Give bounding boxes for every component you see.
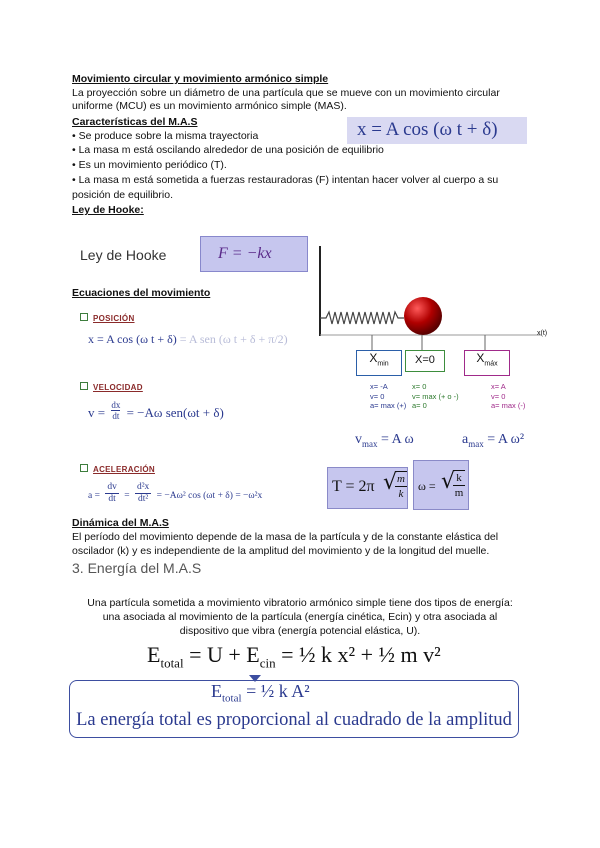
col-min-line: v= 0 xyxy=(370,391,385,401)
velocidad-lhs: v = xyxy=(88,405,106,421)
col-max-line: a= max (-) xyxy=(491,401,526,410)
caracteristica-item: • Se produce sobre la misma trayectoria xyxy=(72,130,259,142)
velocidad-heading xyxy=(80,377,143,395)
fraction-denominator: dt xyxy=(108,494,116,504)
velocidad-label: VELOCIDAD xyxy=(93,383,143,392)
posicion-label: POSICIÓN xyxy=(93,314,135,323)
dinamica-title: Dinámica del M.A.S xyxy=(72,517,169,529)
energia-p2: una asociada al movimiento de la partícula (energía cinética, Ecin) y otra asociada al xyxy=(102,611,498,623)
spring xyxy=(320,312,404,324)
ecuaciones-title: Ecuaciones del movimiento xyxy=(72,287,211,299)
box-main: X=0 xyxy=(415,354,435,366)
caracteristicas-title: Características del M.A.S xyxy=(72,116,198,128)
box-main: X xyxy=(476,351,485,365)
box-main: X xyxy=(369,351,378,365)
energia-p3: dispositivo que vibra (energía potencial elástica, U). xyxy=(179,625,421,637)
col-max-line: v= 0 xyxy=(491,391,506,401)
posicion-formula: x = A cos (ω t + δ) xyxy=(88,332,177,346)
aceleracion-fraction-1 xyxy=(105,482,119,505)
intro-line-2: uniforme (MCU) es un movimiento armónico simple (MAS). xyxy=(72,100,347,112)
energy-statement: La energía total es proporcional al cuadrado de la amplitud xyxy=(76,710,512,730)
fraction-numerator: k xyxy=(453,471,465,486)
omega-lhs: ω = xyxy=(418,479,436,493)
velocidad-formula xyxy=(88,400,224,421)
aceleracion-fraction-2 xyxy=(135,482,151,505)
caracteristica-item: • Es un movimiento periódico (T). xyxy=(72,159,227,171)
fraction-denominator: k xyxy=(398,488,404,500)
col-zero-line: x= 0 xyxy=(412,382,427,391)
mass-ball xyxy=(404,297,442,335)
caracteristica-item: • La masa m está sometida a fuerzas restauradoras (F) intentan hacer volver al cuerpo a su xyxy=(72,174,499,186)
velocidad-fraction xyxy=(111,400,120,421)
box-x0 xyxy=(405,350,445,372)
checkbox-icon xyxy=(80,464,88,472)
amax-sub: max xyxy=(468,438,484,449)
box-xmin xyxy=(356,350,402,376)
box-sub: min xyxy=(377,360,389,368)
amax-formula: $a_{max} = A$ ω² xyxy=(462,432,525,449)
col-max xyxy=(491,382,525,411)
cin-sub: cin xyxy=(259,655,276,671)
col-zero-line: a= 0 xyxy=(412,401,427,410)
checkbox-icon xyxy=(80,382,88,390)
energia-title: 3. Energía del M.A.S xyxy=(72,560,202,576)
mas-formula-box xyxy=(347,117,527,144)
period-fraction xyxy=(395,471,407,501)
fraction-denominator: dt xyxy=(112,411,120,421)
col-zero-line: v= max (+ o -) xyxy=(412,391,459,401)
intro-line-1: La proyección sobre un diámetro de una partícula que se mueve con un movimiento circular xyxy=(72,87,500,99)
caracteristica-item: • La masa m está oscilando alrededor de una posición de equilibrio xyxy=(72,144,384,156)
formula-tail: = ½ k x² + ½ m v² xyxy=(281,642,441,667)
hooke-formula: F = −kx xyxy=(218,245,272,262)
vmax-sub: max xyxy=(362,438,378,449)
period-lhs: T = 2π xyxy=(332,478,375,495)
posicion-heading xyxy=(80,308,135,326)
fraction-numerator: m xyxy=(395,472,407,487)
energia-p1: Una partícula sometida a movimiento vibratorio armónico simple tiene dos tipos de energía: xyxy=(87,597,513,609)
total-sub: total xyxy=(160,655,184,671)
sqrt-icon: √ xyxy=(383,470,398,495)
vmax-rhs: = A ω xyxy=(381,432,414,447)
col-min-line: a= max (+) xyxy=(370,401,407,410)
hooke-title: Ley de Hooke: xyxy=(72,204,144,216)
posicion-formula-row xyxy=(88,332,288,347)
etotal-rhs: = ½ k A² xyxy=(246,681,310,701)
period-formula-box xyxy=(327,467,408,509)
fraction-denominator: m xyxy=(454,487,464,499)
hooke-formula-box xyxy=(200,236,308,272)
fraction-denominator: dt² xyxy=(137,494,149,504)
aceleracion-formula: a = $\frac{dv}{dt}$ = $\frac{\text{d²x}}{\text{dt²}}$ = −Aω² cos (ωt + δ) = −ω²x xyxy=(88,482,263,504)
velocidad-rhs: = −Aω sen(ωt + δ) xyxy=(126,405,224,421)
aceleracion-heading xyxy=(80,459,155,477)
omega-formula-box xyxy=(413,460,469,510)
etotal-formula: $E_{total}$ = ½ k A² xyxy=(211,681,310,705)
dinamica-line-2: oscilador (k) y es independiente de la amplitud del movimiento y de la longitud del muelle. xyxy=(72,545,490,557)
box-sub: máx xyxy=(484,360,498,368)
col-min xyxy=(370,382,406,411)
fraction-numerator: dv xyxy=(107,482,117,492)
axis-label: x(t) xyxy=(537,330,548,337)
col-max-line: x= A xyxy=(491,382,506,391)
sqrt-icon: √ xyxy=(441,469,456,494)
formula-mid: = U + E xyxy=(189,642,260,667)
mas-formula: x = A cos (ω t + δ) xyxy=(357,119,498,140)
etotal-sub: total xyxy=(222,692,242,705)
amax-rhs: = A ω² xyxy=(487,432,525,447)
energy-total-formula: $E_{total} = U + E_{cin}$ = ½ k x² + ½ m v² xyxy=(147,642,441,671)
caracteristica-item: posición de equilibrio. xyxy=(72,189,173,201)
aceleracion-lhs: a = xyxy=(88,490,100,501)
posicion-formula-faded: = A sen (ω t + δ + π/2) xyxy=(176,332,288,346)
fraction-numerator: dx xyxy=(111,400,121,410)
aceleracion-rhs: = −Aω² cos (ωt + δ) = −ω²x xyxy=(156,490,263,501)
checkbox-icon xyxy=(80,313,88,321)
col-zero xyxy=(412,382,459,411)
fraction-numerator: d²x xyxy=(136,482,150,492)
box-xmax xyxy=(464,350,510,376)
col-min-line: x= -A xyxy=(370,382,388,391)
dinamica-line-1: El período del movimiento depende de la masa de la partícula y de la constante elástica del xyxy=(72,531,499,543)
aceleracion-label: ACELERACIÓN xyxy=(93,465,155,474)
omega-fraction xyxy=(453,470,465,500)
intro-title: Movimiento circular y movimiento armónico simple xyxy=(72,73,329,85)
vmax-formula: $v_{max} = A$ ω xyxy=(355,432,414,449)
hooke-label: Ley de Hooke xyxy=(80,247,167,263)
